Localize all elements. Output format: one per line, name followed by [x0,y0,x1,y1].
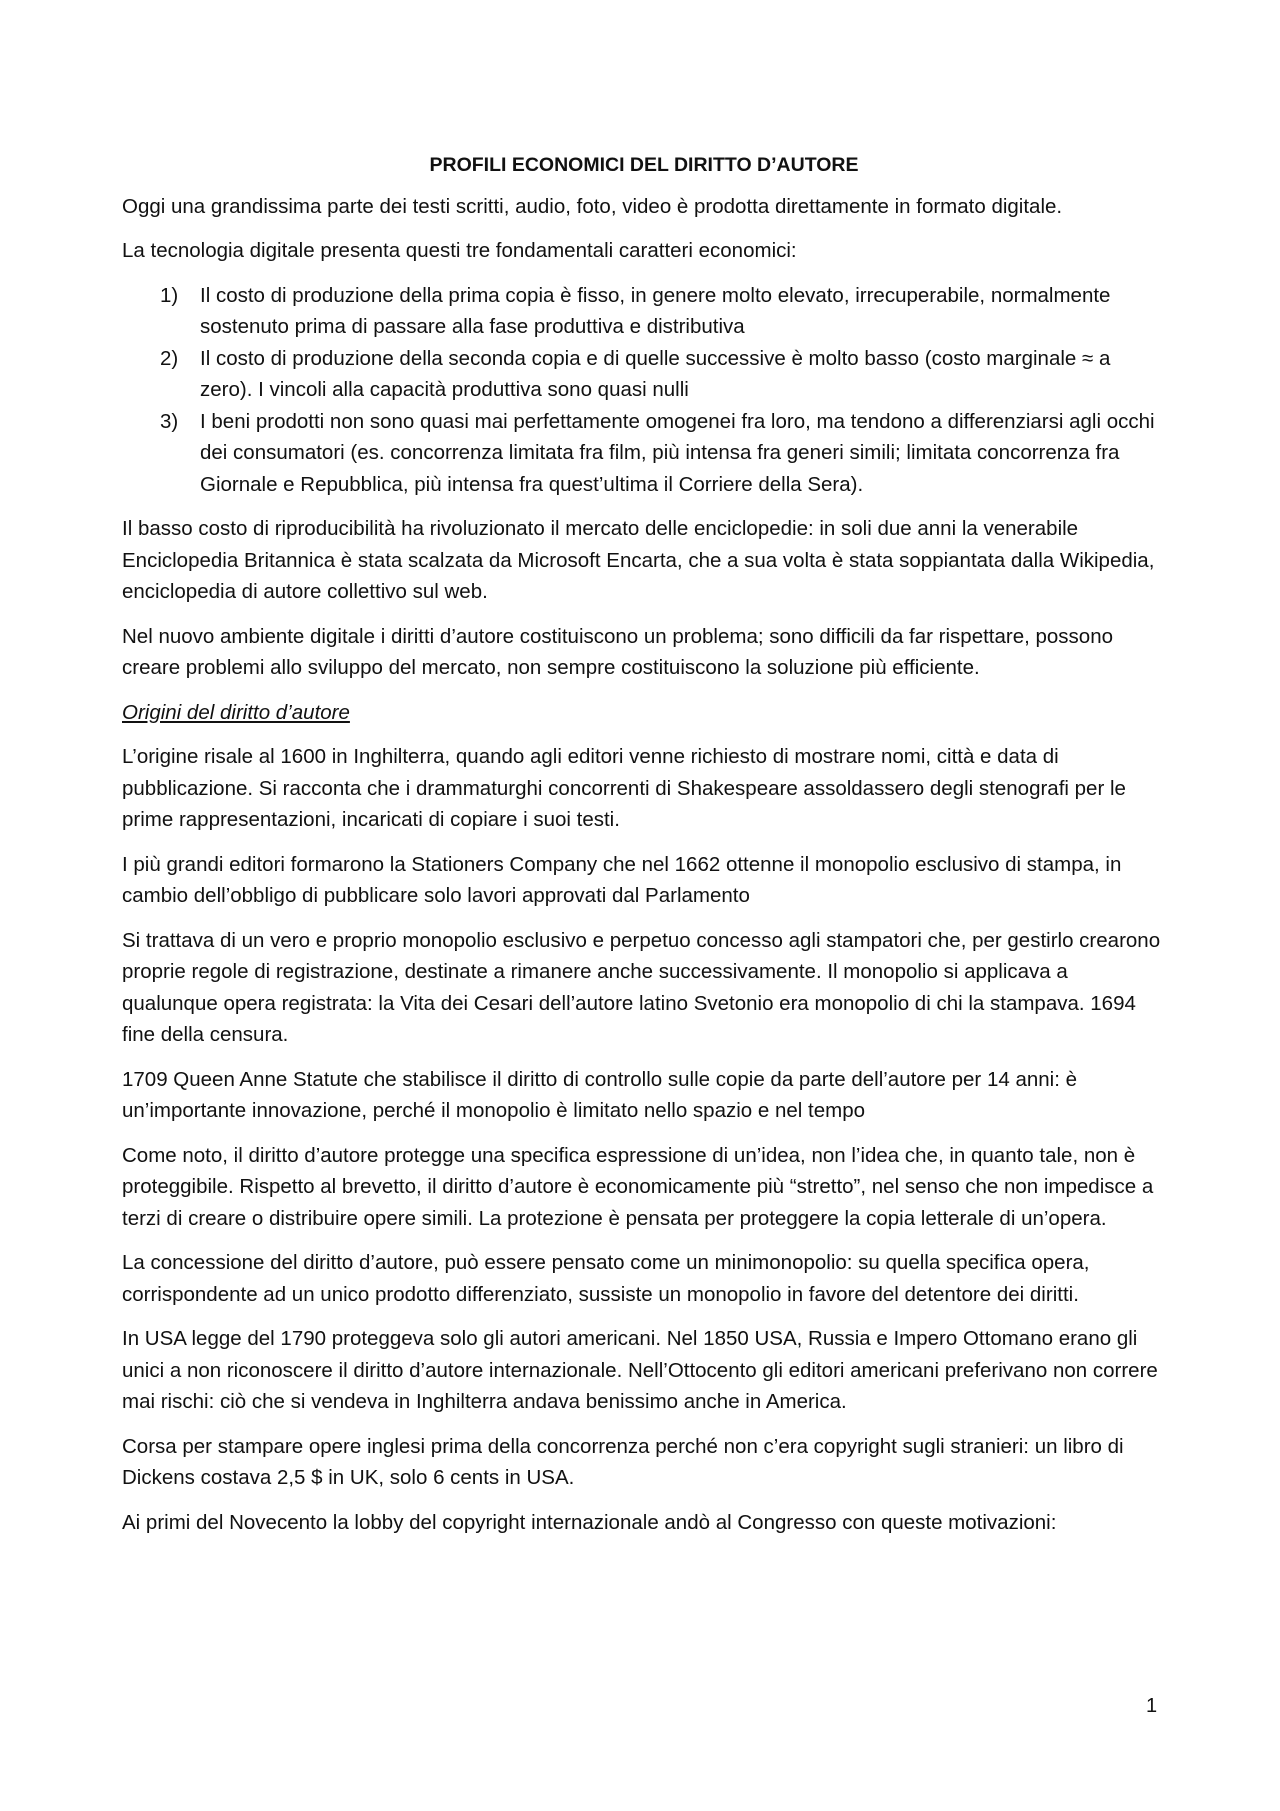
paragraph: Si trattava di un vero e proprio monopolio esclusivo e perpetuo concesso agli stampatori che, per gestirlo crearono proprie regole di registrazione, destinate a rimanere anche successivamente. Il monopolio si applicava a qualunque opera registrata: la Vita dei Cesari dell’autore latino Svetonio era monopolio di chi la stampava. 1694 fine della censura. [122,928,1161,1046]
list-item-text: Il costo di produzione della prima copia è fisso, in genere molto elevato, irrecuperabile, normalmente sostenuto prima di passare alla fase produttiva e distributiva [200,283,1111,338]
list-item-number: 1) [160,283,179,307]
section-heading: Origini del diritto d’autore [122,700,350,724]
paragraph: In USA legge del 1790 proteggeva solo gli autori americani. Nel 1850 USA, Russia e Impero Ottomano erano gli unici a non riconoscere il diritto d’autore internazionale. Nell’Ottocento gli editori americani preferivano non correre mai rischi: ciò che si vendeva in Inghilterra andava benissimo anche in America. [122,1327,1158,1413]
paragraph: Corsa per stampare opere inglesi prima della concorrenza perché non c’era copyright sugli stranieri: un libro di Dickens costava 2,5 $ in UK, solo 6 cents in USA. [122,1434,1124,1489]
paragraph: I più grandi editori formarono la Stationers Company che nel 1662 ottenne il monopolio esclusivo di stampa, in cambio dell’obbligo di pubblicare solo lavori approvati dal Parlamento [122,852,1122,907]
list-item-text: I beni prodotti non sono quasi mai perfettamente omogenei fra loro, ma tendono a differenziarsi agli occhi dei consumatori (es. concorrenza limitata fra film, più intensa fra generi simili; limitata concorrenza fra Giornale e Repubblica, più intensa fra quest’ultima il Corriere della Sera). [200,409,1155,496]
page-number: 1 [1146,1695,1158,1717]
paragraph: Ai primi del Novecento la lobby del copyright internazionale andò al Congresso con queste motivazioni: [122,1510,1057,1534]
list-item [122,280,1166,343]
paragraph: Il basso costo di riproducibilità ha rivoluzionato il mercato delle enciclopedie: in soli due anni la venerabile Enciclopedia Britannica è stata scalzata da Microsoft Encarta, che a sua volta è stata soppiantata dalla Wikipedia, enciclopedia di autore collettivo sul web. [122,517,1155,603]
list-item-number: 2) [160,346,179,370]
paragraph: La tecnologia digitale presenta questi tre fondamentali caratteri economici: [122,239,797,262]
paragraph: Come noto, il diritto d’autore protegge una specifica espressione di un’idea, non l’idea che, in quanto tale, non è proteggibile. Rispetto al brevetto, il diritto d’autore è economicamente più “stretto”, nel senso che non impedisce a terzi di creare o distribuire opere simili. La protezione è pensata per proteggere la copia letterale di un’opera. [122,1143,1154,1230]
paragraph: 1709 Queen Anne Statute che stabilisce il diritto di controllo sulle copie da parte dell’autore per 14 anni: è un’importante innovazione, perché il monopolio è limitato nello spazio e nel tempo [122,1067,1078,1122]
document-body [122,150,1166,1551]
list-item [122,343,1166,406]
document-title: PROFILI ECONOMICI DEL DIRITTO D’AUTORE [429,154,859,176]
list-item-text: Il costo di produzione della seconda copia e di quelle successive è molto basso (costo marginale ≈ a zero). I vincoli alla capacità produttiva sono quasi nulli [200,346,1111,401]
paragraph: Oggi una grandissima parte dei testi scritti, audio, foto, video è prodotta direttamente in formato digitale. [122,194,1063,218]
paragraph: La concessione del diritto d’autore, può essere pensato come un minimonopolio: su quella specifica opera, corrispondente ad un unico prodotto differenziato, sussiste un monopolio in favore del detentore dei diritti. [122,1251,1090,1306]
list-item-number: 3) [160,409,179,433]
paragraph: L’origine risale al 1600 in Inghilterra, quando agli editori venne richiesto di mostrare nomi, città e data di pubblicazione. Si racconta che i drammaturghi concorrenti di Shakespeare assoldassero degli stenografi per le prime rappresentazioni, incaricati di copiare i suoi testi. [122,745,1126,831]
list-item [122,406,1166,501]
numbered-list [122,280,1166,501]
paragraph: Nel nuovo ambiente digitale i diritti d’autore costituiscono un problema; sono difficili da far rispettare, possono creare problemi allo sviluppo del mercato, non sempre costituiscono la soluzione più efficiente. [122,624,1114,679]
